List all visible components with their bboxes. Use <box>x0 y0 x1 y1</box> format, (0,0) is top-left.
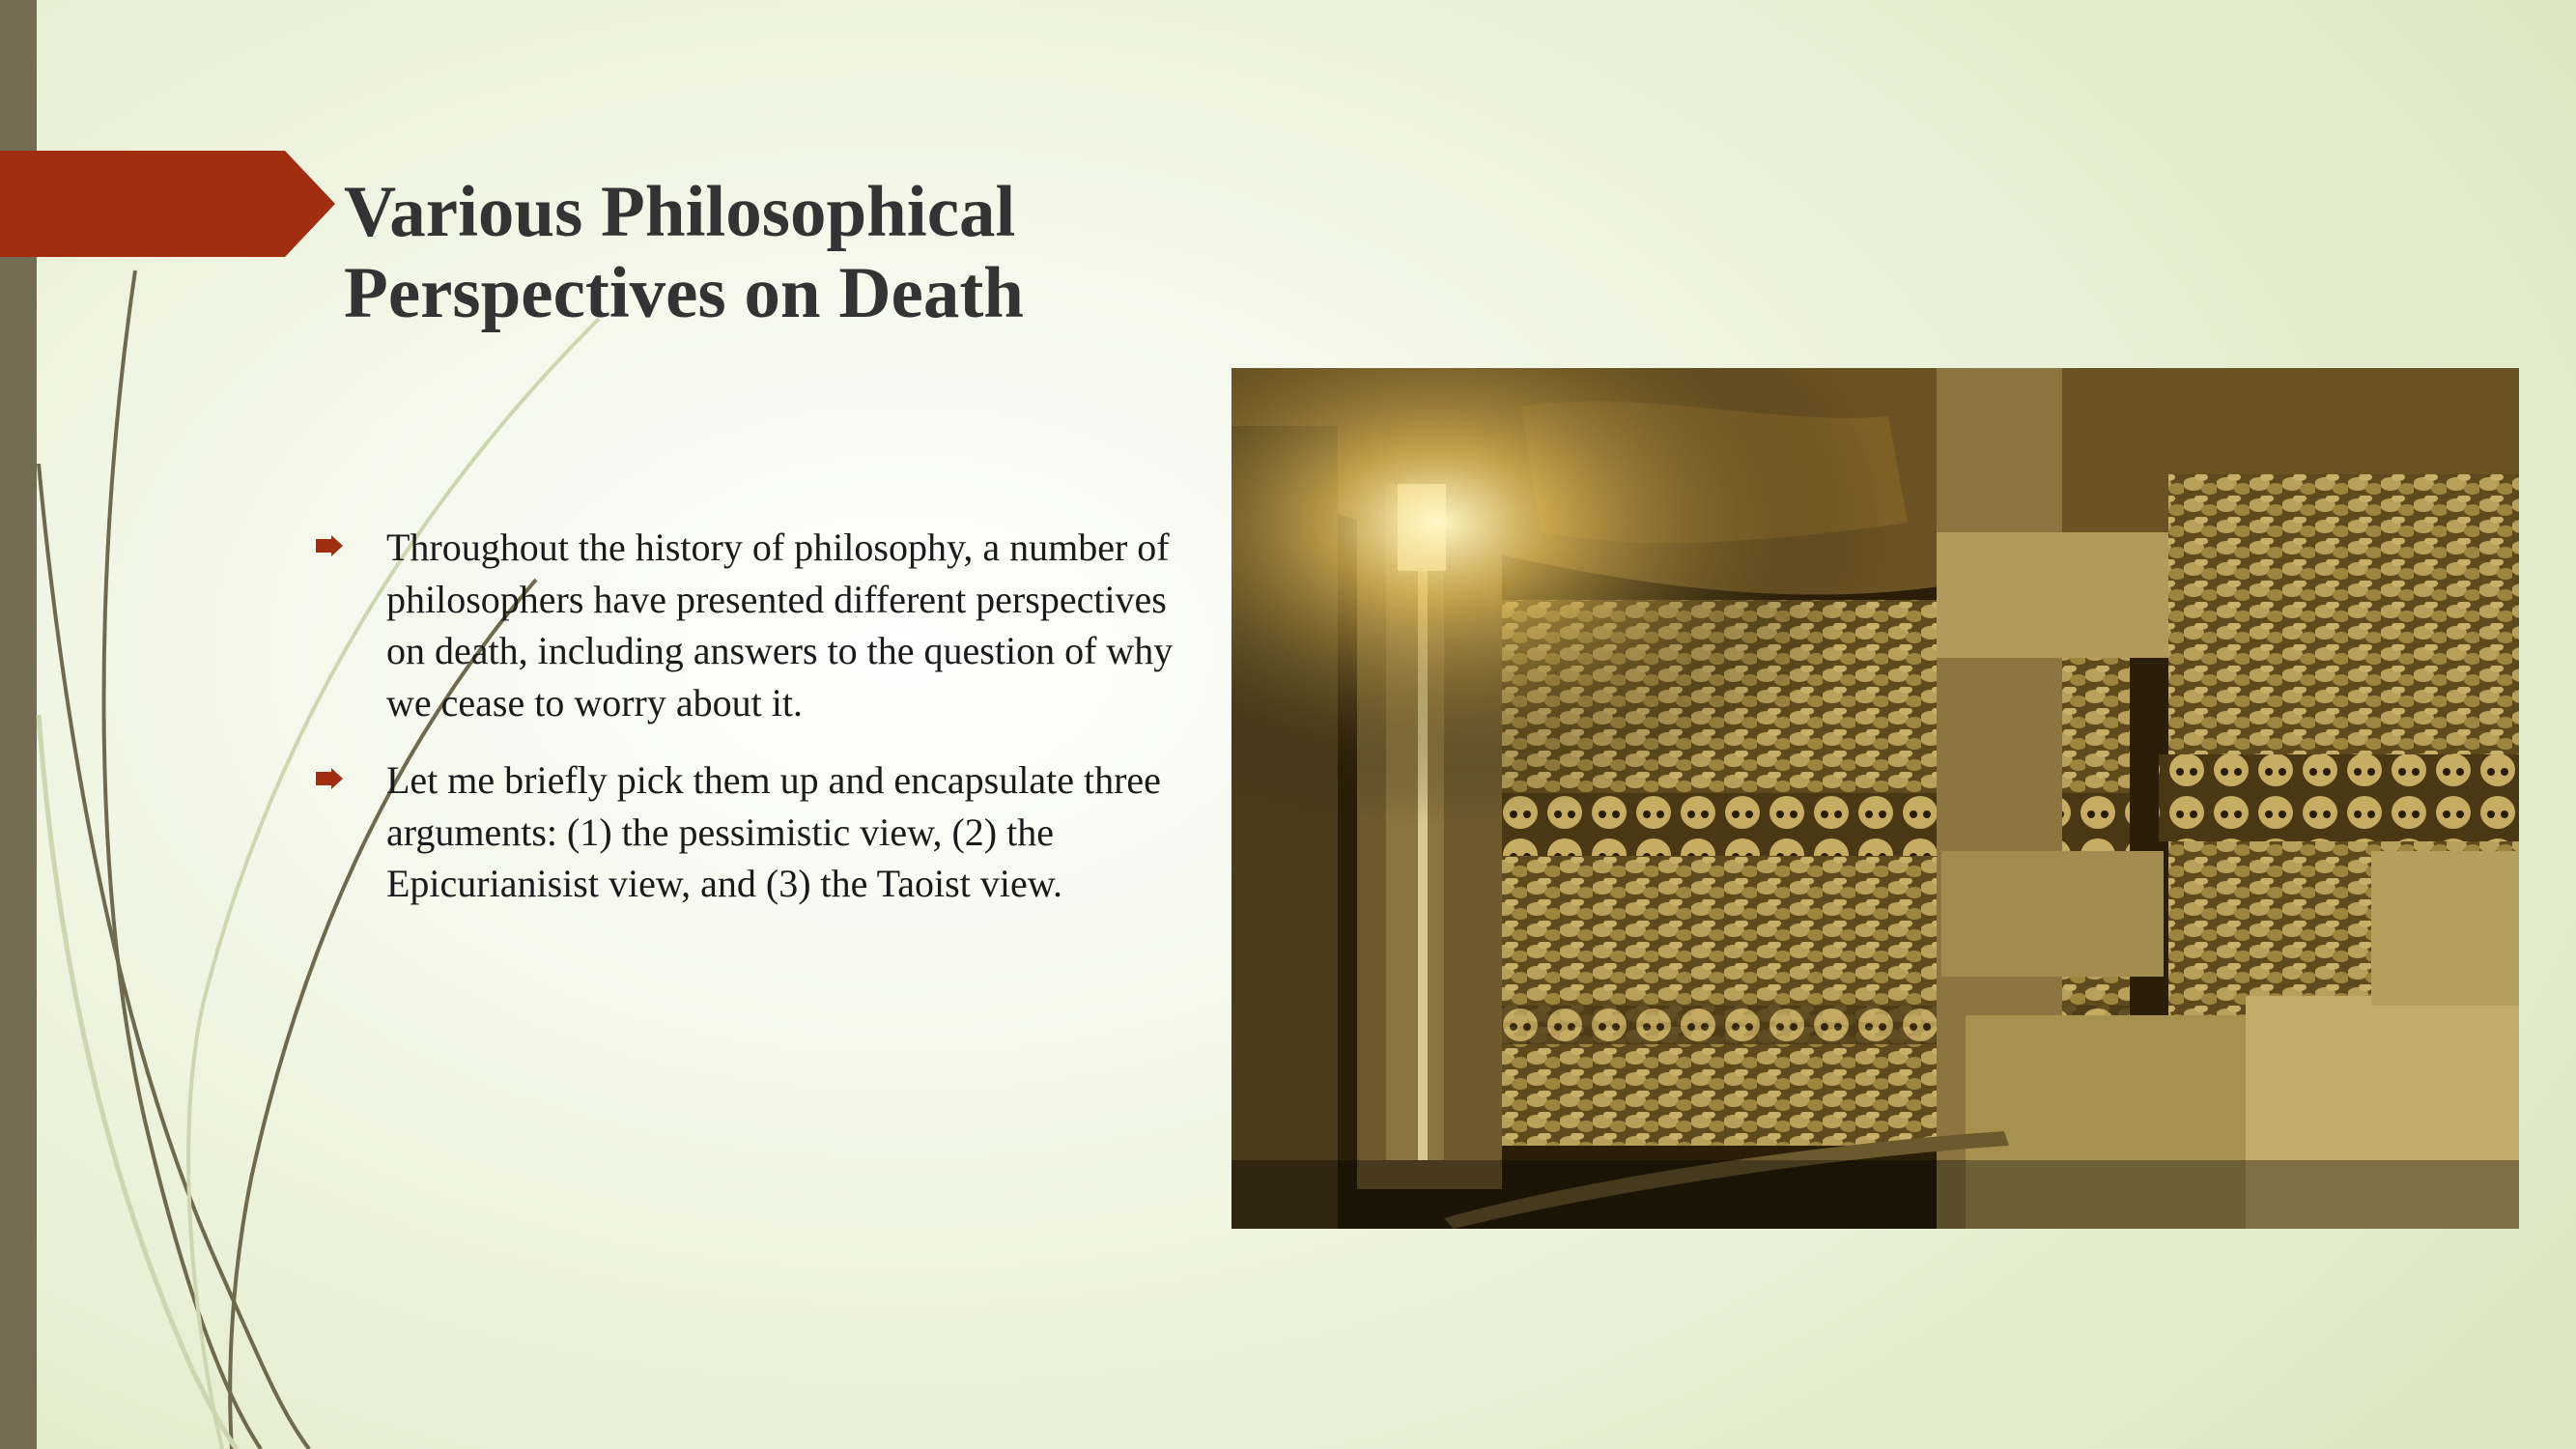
bullet-item <box>315 522 1184 728</box>
title-line-1: Various Philosophical <box>344 172 1016 252</box>
left-sidebar-bar <box>0 0 37 1449</box>
bullet-item <box>315 754 1184 910</box>
bullet-list <box>315 522 1184 936</box>
bullet-text: Throughout the history of philosophy, a number of philosophers have presented different perspectives on death, including answers to the question of why we cease to worry about it. <box>386 526 1174 724</box>
bullet-text: Let me briefly pick them up and encapsulate three arguments: (1) the pessimistic view, (2) the Epicurianisist view, and (3) the Taoist view. <box>386 758 1161 905</box>
arrow-bullet-icon <box>315 535 344 556</box>
arrow-bullet-icon <box>315 768 344 789</box>
slide-title <box>344 172 1213 334</box>
catacombs-photo <box>1231 368 2519 1229</box>
title-line-2: Perspectives on Death <box>344 253 1025 333</box>
